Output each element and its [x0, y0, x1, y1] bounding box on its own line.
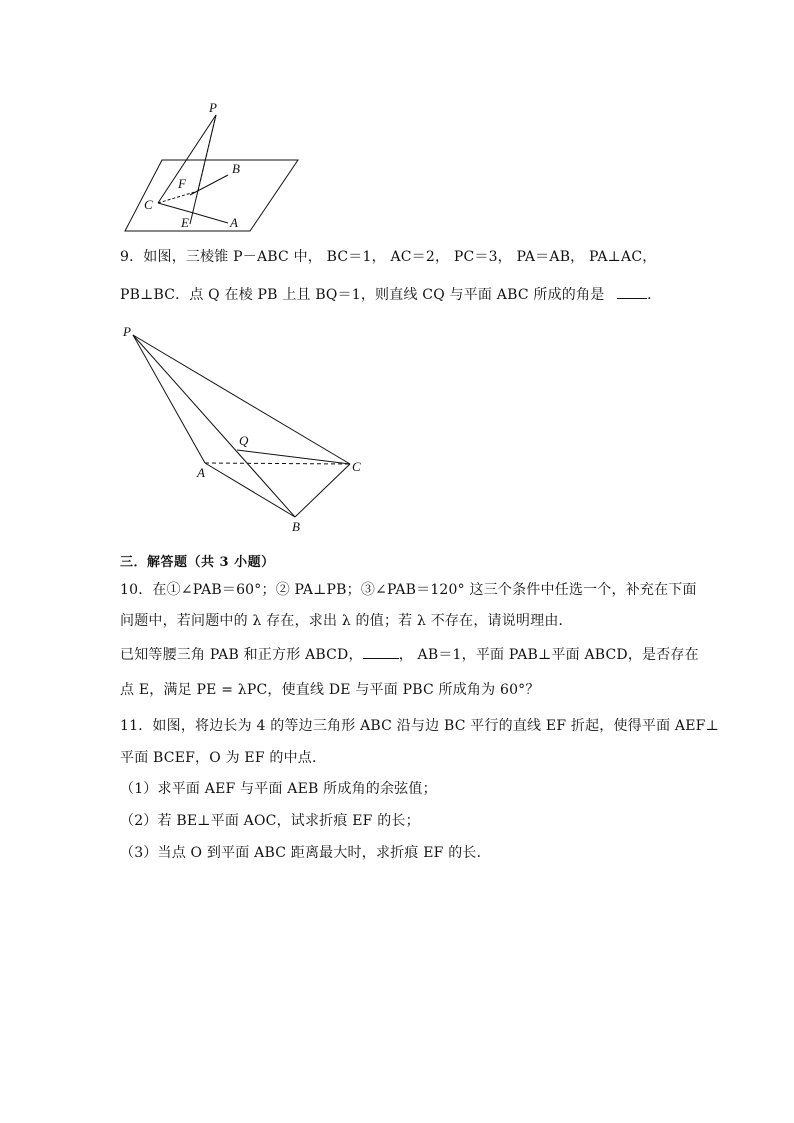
- q9-line2-text: PB⊥BC．点 Q 在棱 PB 上且 BQ＝1，则直线 CQ 与平面 ABC 所成的角是: [120, 287, 605, 303]
- label-C: C: [352, 459, 361, 474]
- q10-line1: 10．在①∠PAB＝60°；② PA⊥PB；③∠PAB＝120° 这三个条件中任选一个，补充在下面: [120, 582, 697, 598]
- label-P: P: [209, 100, 217, 115]
- label-B: B: [292, 519, 300, 534]
- q10-line4: 点 E，满足 PE = λPC，使直线 DE 与平面 PBC 所成角为 60°？: [120, 682, 540, 698]
- q11-part2: （2）若 BE⊥平面 AOC，试求折痕 EF 的长；: [120, 813, 420, 829]
- label-A: A: [197, 465, 205, 480]
- condition-blank: [363, 644, 399, 659]
- q9-line2: [120, 284, 661, 305]
- q10-line3: [120, 644, 699, 665]
- q11-line2: 平面 BCEF，O 为 EF 的中点．: [120, 750, 327, 766]
- label-P: P: [123, 324, 131, 339]
- q9-line2-end: ．: [647, 287, 662, 303]
- label-B: B: [232, 161, 240, 176]
- q10-line3-rest: ， AB＝1，平面 PAB⊥平面 ABCD，是否存在: [398, 647, 699, 663]
- answer-blank: [617, 284, 647, 299]
- q10-line2: 问题中，若问题中的 λ 存在，求出 λ 的值；若 λ 不存在，请说明理由．: [120, 613, 573, 629]
- q11-part1: （1）求平面 AEF 与平面 AEB 所成角的余弦值；: [120, 781, 437, 797]
- figure-pyramid-pabc: [115, 320, 375, 540]
- q10-line3-text: 已知等腰三角 PAB 和正方形 ABCD，: [120, 647, 363, 663]
- label-E: E: [181, 215, 189, 230]
- label-Q: Q: [239, 433, 249, 448]
- label-C: C: [144, 197, 153, 212]
- section-header: 三．解答题（共 3 小题）: [120, 555, 275, 570]
- q11-line1: 11．如图，将边长为 4 的等边三角形 ABC 沿与边 BC 平行的直线 EF 折起，使得平面 AEF⊥: [120, 718, 719, 734]
- q11-part3: （3）当点 O 到平面 ABC 距离最大时，求折痕 EF 的长．: [120, 845, 491, 861]
- label-F: F: [178, 176, 186, 191]
- q9-line1: 9．如图，三棱锥 P－ABC 中， BC＝1， AC＝2， PC＝3， PA＝AB， PA⊥AC，: [120, 249, 657, 265]
- label-A: A: [230, 215, 238, 230]
- figure-plane-pyramid: [110, 95, 310, 240]
